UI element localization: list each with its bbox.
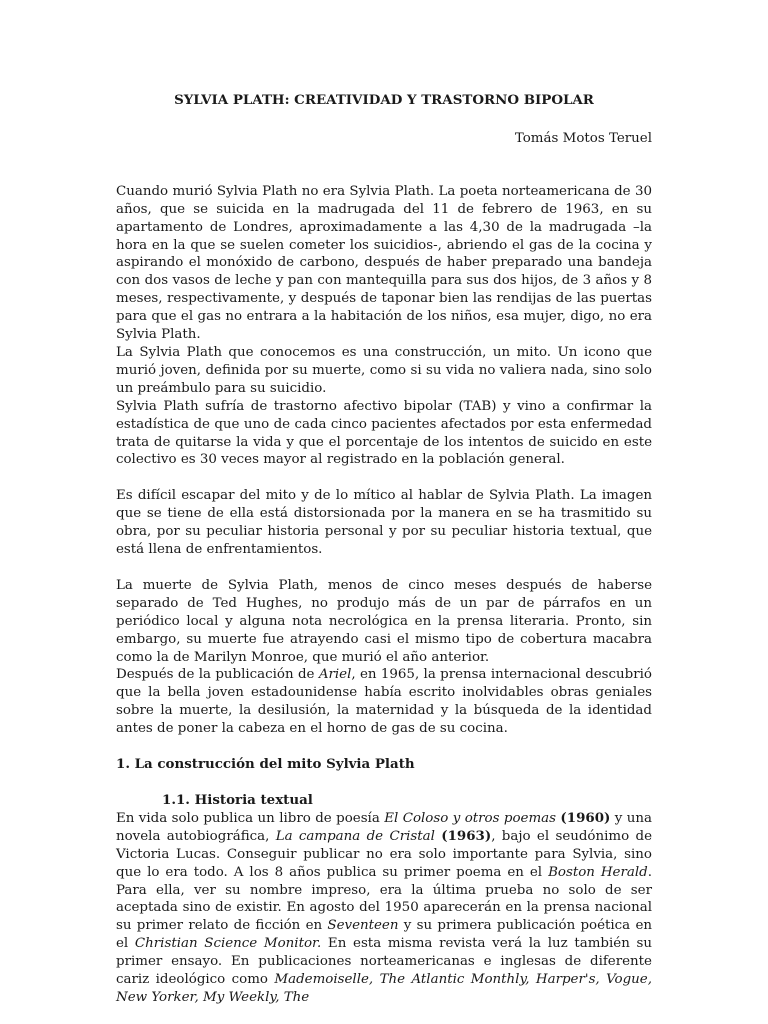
- paragraph-myth: La Sylvia Plath que conocemos es una construcción, un mito. Un icono que murió joven, definida por su muerte, como si su vida no valiera nada, sino solo un preámbulo para su suicidio.: [116, 344, 652, 396]
- spacer: [116, 774, 652, 792]
- text-run: En esta misma revista verá la luz también su primer ensayo. En publicaciones norteamericanas e inglesas de diferente cariz ideológico como: [116, 936, 653, 988]
- paragraph-bipolar: Sylvia Plath sufría de trastorno afectivo bipolar (TAB) y vino a confirmar la estadística de que uno de cada cinco pacientes afectados por esta enfermedad trata de quitarse la vida y que el porcentaje de los intentos de suicido en este colectivo es 30 veces mayor al registrado en la población general.: [116, 398, 652, 468]
- paragraph-intro: Cuando murió Sylvia Plath no era Sylvia Plath. La poeta norteamericana de 30 años, que se suicida en la madrugada del 11 de febrero de 1963, en su apartamento de Londres, aproximadamente a las 4,30 de la madrugada –la hora en la que se suelen cometer los suicidios-, abriendo el gas de la cocina y aspirando el monóxido de carbono, después de haber preparado una bandeja con dos vasos de leche y pan con mantequilla para sus dos hijos, de 3 años y 8 meses, respectivamente, y después de taponar bien las rendijas de las puertas para que el gas no entrara a la habitación de los niños, esa mujer, digo, no era Sylvia Plath.: [116, 183, 652, 343]
- paragraph-ariel: [116, 666, 652, 738]
- document-page: [116, 92, 652, 1007]
- document-title: SYLVIA PLATH: CREATIVIDAD Y TRASTORNO BIPOLAR: [174, 92, 594, 108]
- spacer: [116, 469, 652, 487]
- publication-boston-herald: Boston Herald: [548, 864, 648, 880]
- text-run: En vida solo publica un libro de poesía: [116, 810, 385, 826]
- text-run: y una novela autobiográfica,: [116, 810, 652, 844]
- publication-csm: Christian Science Monitor.: [134, 936, 322, 952]
- year-1963: (1963): [441, 827, 492, 844]
- book-title-coloso: El Coloso y otros poemas: [384, 810, 556, 826]
- publication-seventeen: Seventeen: [327, 918, 399, 934]
- paragraph-escape-myth: Es difícil escapar del mito y de lo mítico al hablar de Sylvia Plath. La imagen que se tiene de ella está distorsionada por la manera en se ha trasmitido su obra, por su peculiar historia personal y por su peculiar historia textual, que está llena de enfrentamientos.: [116, 488, 652, 558]
- year-1960: (1960): [560, 809, 611, 826]
- paragraph-textual-history: [116, 810, 652, 1007]
- text-run: . Para ella, ver su nombre impreso, era la última prueba no solo de ser aceptada sino de existir. En agosto del 1950 aparecerán en la prensa nacional su primer relato de ficción en: [116, 864, 652, 934]
- subsection-heading: 1.1. Historia textual: [162, 792, 313, 808]
- spacer: [116, 148, 652, 183]
- paragraph-death-coverage: La muerte de Sylvia Plath, menos de cinco meses después de haberse separado de Ted Hughes, no produjo más de un par de párrafos en un periódico local y alguna nota necrológica en la prensa literaria. Pronto, sin embargo, su muerte fue atrayendo casi el mismo tipo de cobertura macabra como la de Marilyn Monroe, que murió el año anterior.: [116, 577, 652, 665]
- text-run: y su primera publicación poética en el: [116, 918, 652, 952]
- book-title-ariel: Ariel: [318, 667, 352, 683]
- text-run: , bajo el seudónimo de Victoria Lucas. Conseguir publicar no era solo importante para Sylvia, sino que lo era todo. A los 8 años publica su primer poema en el: [116, 828, 652, 880]
- text-run: Después de la publicación de: [116, 667, 319, 683]
- publication-list: Mademoiselle, The Atlantic Monthly, Harper's, Vogue, New Yorker, My Weekly, The: [116, 972, 652, 1005]
- spacer: [116, 559, 652, 577]
- section-heading: 1. La construcción del mito Sylvia Plath: [116, 756, 415, 773]
- book-title-campana: La campana de Cristal: [275, 828, 435, 844]
- author-name: Tomás Motos Teruel: [514, 130, 652, 146]
- text-run: , en 1965, la prensa internacional descubrió que la bella joven estadounidense había escrito inolvidables obras geniales sobre la muerte, la desilusión, la maternidad y la búsqueda de la identidad antes de poner la cabeza en el horno de gas de su cocina.: [116, 667, 652, 737]
- spacer: [116, 738, 652, 756]
